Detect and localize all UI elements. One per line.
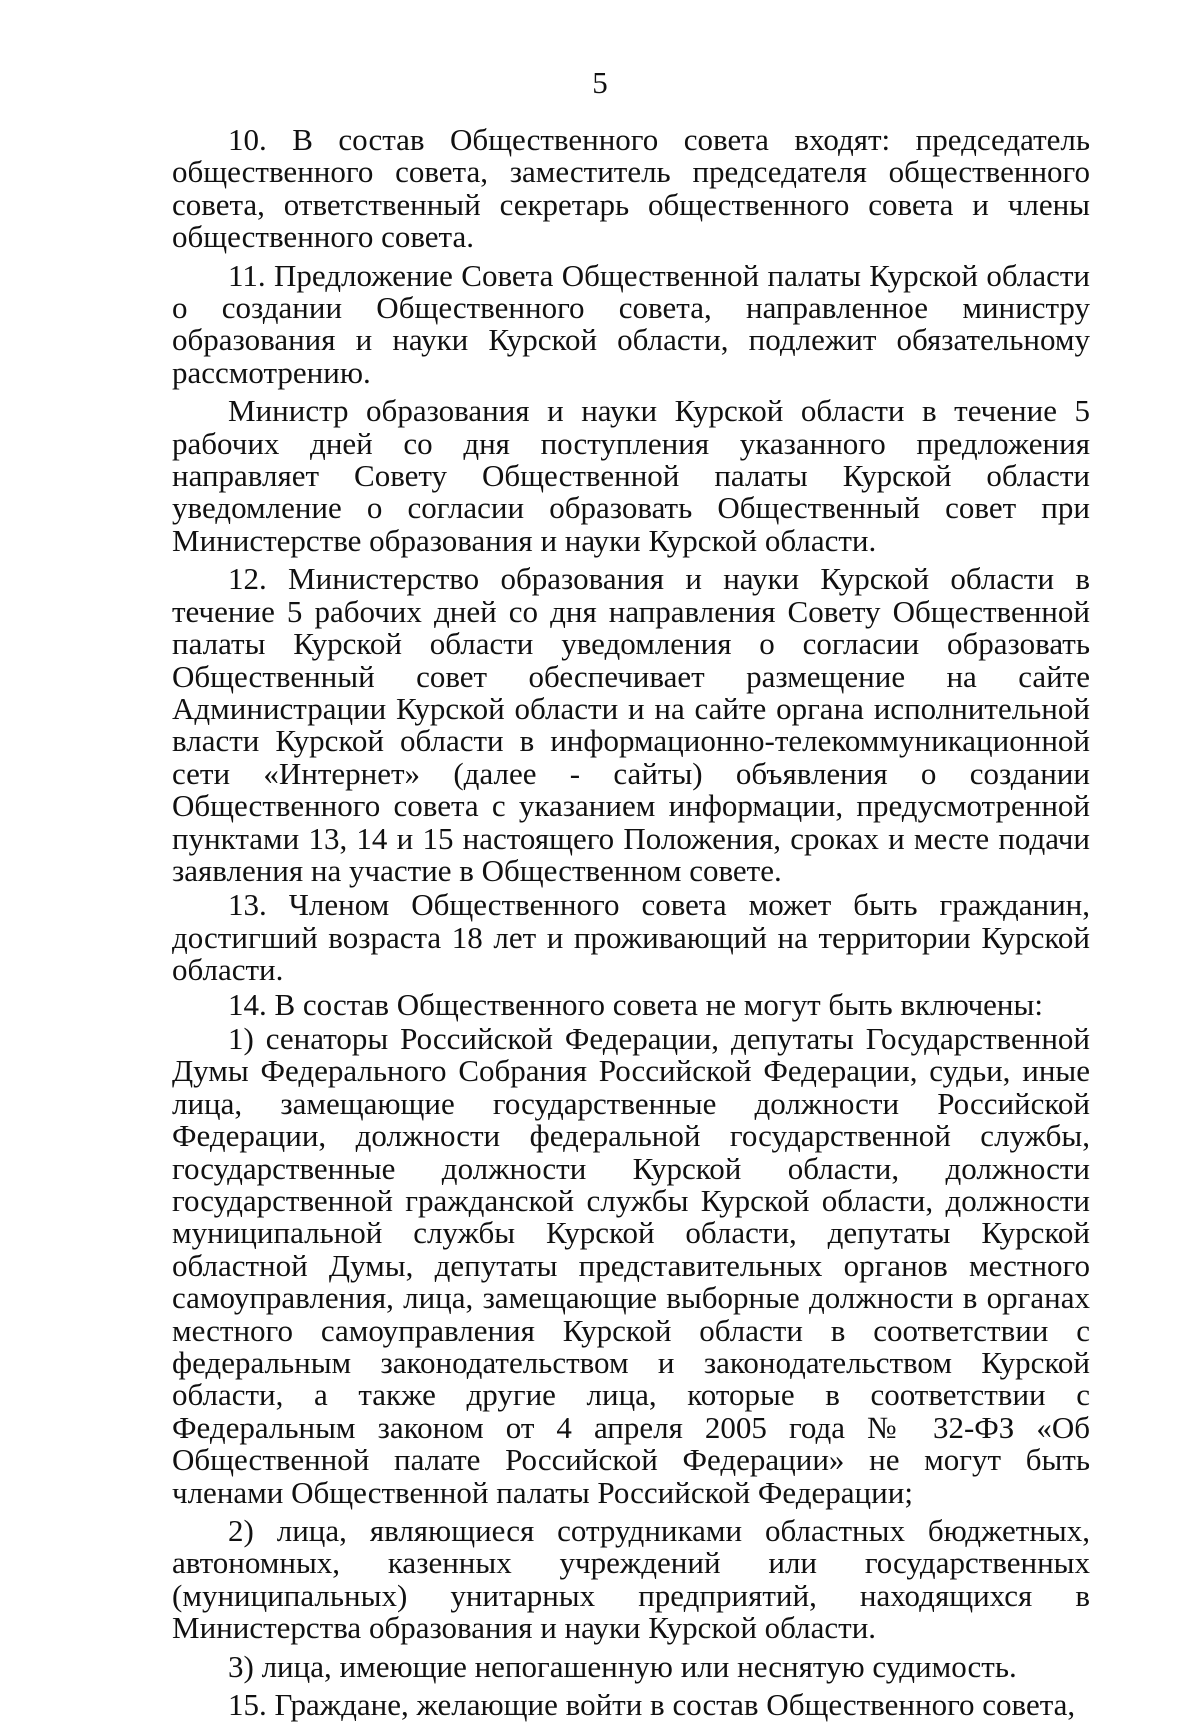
paragraph-14: 14. В состав Общественного совета не могут быть включены: (228, 986, 1043, 1022)
paragraph-14-item-2: 2) лица, являющиеся сотрудниками областных бюджетных, автономных, казенных учреждений или государственных (муниципальных) унитарных предприятий, находящихся в Министерства образования и науки Курской области. (172, 1513, 1090, 1646)
paragraph-12: 12. Министерство образования и науки Курской области в течение 5 рабочих дней со дня направления Совету Общественной палаты Курской области уведомления о согласии образовать Общественный совет обеспечивает размещение на сайте Администрации Курской области и на сайте органа исполнительной власти Курской области в информационно-телекоммуникационной сети «Интернет» (далее - сайты) объявления о создании Общественного совета с указанием информации, предусмотренной пунктами 13, 14 и 15 настоящего Положения, сроках и месте подачи заявления на участие в Общественном совете. (172, 561, 1090, 888)
paragraph-11: 11. Предложение Совета Общественной палаты Курской области о создании Общественного совета, направленное министру образования и науки Курской области, подлежит обязательному рассмотрению. (172, 257, 1090, 390)
page-number: 5 (592, 65, 608, 100)
paragraph-minister-notice: Министр образования и науки Курской области в течение 5 рабочих дней со дня поступления указанного предложения направляет Совету Общественной палаты Курской области уведомление о согласии образовать Общественный совет при Министерстве образования и науки Курской области. (172, 393, 1090, 558)
paragraph-13: 13. Членом Общественного совета может быть гражданин, достигший возраста 18 лет и проживающий на территории Курской области. (172, 887, 1090, 988)
paragraph-10: 10. В состав Общественного совета входят: председатель общественного совета, заместитель председателя общественного совета, ответственный секретарь общественного совета и члены общественного совета. (172, 122, 1090, 255)
document-body (172, 124, 1090, 1728)
paragraph-14-item-3: 3) лица, имеющие непогашенную или неснятую судимость. (228, 1648, 1017, 1684)
paragraph-15: 15. Граждане, желающие войти в состав Общественного совета, (228, 1687, 1076, 1723)
paragraph-14-item-1: 1) сенаторы Российской Федерации, депутаты Государственной Думы Федерального Собрания Российской Федерации, судьи, иные лица, замещающие государственные должности Российской Федерации, должности федеральной государственной службы, государственные должности Курской области, должности государственной гражданской службы Курской области, должности муниципальной службы Курской области, депутаты Курской областной Думы, депутаты представительных органов местного самоуправления, лица, замещающие выборные должности в органах местного самоуправления Курской области в соответствии с федеральным законодательством и законодательством Курской области, а также другие лица, которые в соответствии с Федеральным законом от 4 апреля 2005 года № 32-ФЗ «Об Общественной палате Российской Федерации» не могут быть членами Общественной палаты Российской Федерации; (172, 1020, 1090, 1510)
